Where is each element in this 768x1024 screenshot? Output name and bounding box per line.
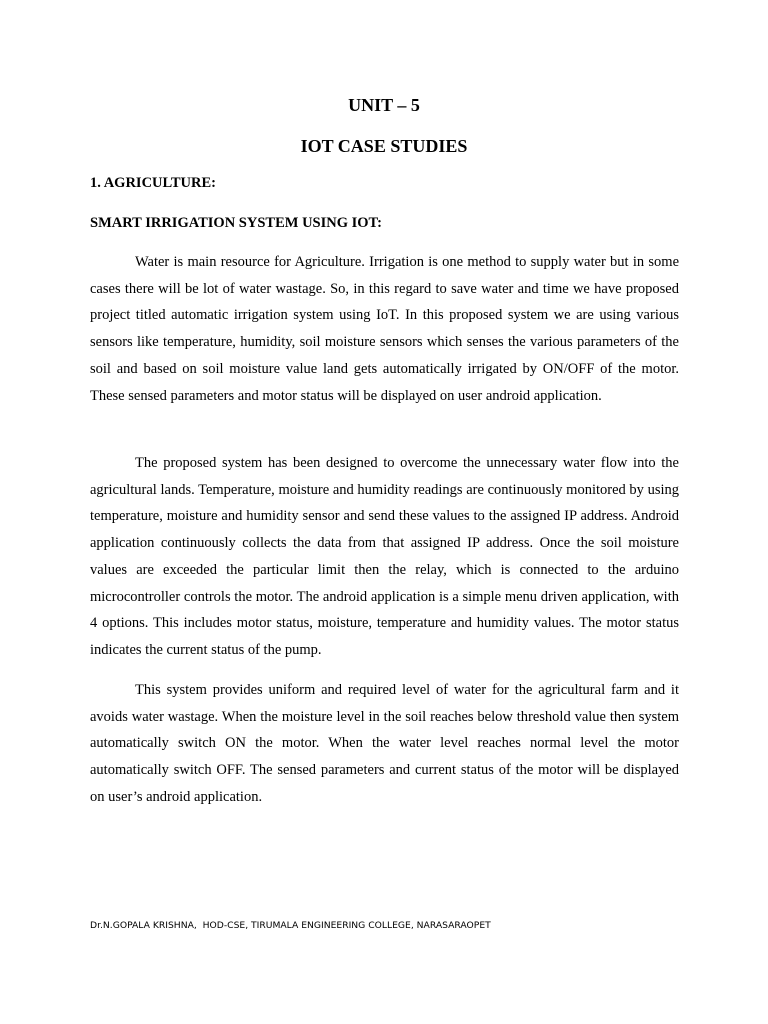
footer-text: Dr.N.GOPALA KRISHNA, HOD-CSE, TIRUMALA ENGINEERING COLLEGE, NARASARAOPET (90, 920, 491, 931)
subsection-heading: SMART IRRIGATION SYSTEM USING IOT: (90, 215, 382, 231)
section-heading: 1. AGRICULTURE: (90, 175, 216, 191)
page-footer (90, 920, 491, 932)
body-paragraph: This system provides uniform and required level of water for the agricultural farm and it avoids water wastage. When the moisture level in the soil reaches below threshold value then system automatically switch ON the motor. When the water level reaches normal level the motor automatically switch OFF. The sensed parameters and current status of the motor will be displayed on user’s android application. (90, 682, 679, 805)
body-paragraph: Water is main resource for Agriculture. Irrigation is one method to supply water but in some cases there will be lot of water wastage. So, in this regard to save water and time we have proposed project titled automatic irrigation system using IoT. In this proposed system we are using various sensors like temperature, humidity, soil moisture sensors which senses the various parameters of the soil and based on soil moisture value land gets automatically irrigated by ON/OFF of the motor. These sensed parameters and motor status will be displayed on user android application. (90, 254, 679, 404)
body-paragraph: The proposed system has been designed to overcome the unnecessary water flow into the agricultural lands. Temperature, moisture and humidity readings are continuously monitored by using temperature, moisture and humidity sensor and send these values to the assigned IP address. Android application continuously collects the data from that assigned IP address. Once the soil moisture values are exceeded the particular limit then the relay, which is connected to the arduino microcontroller controls the motor. The android application is a simple menu driven application, with 4 options. This includes motor status, moisture, temperature and humidity values. The motor status indicates the current status of the pump. (90, 455, 679, 658)
unit-title: UNIT – 5 (348, 95, 420, 115)
page-title: IOT CASE STUDIES (300, 136, 468, 156)
